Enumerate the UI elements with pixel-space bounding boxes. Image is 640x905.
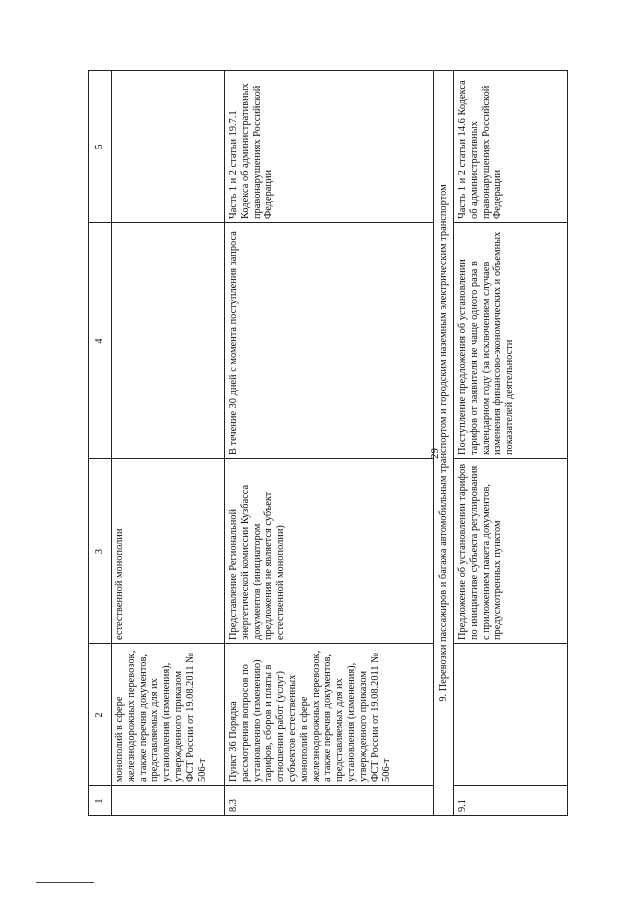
row-border	[224, 70, 225, 816]
section-9-heading: 9. Перевозки пассажиров и багажа автомобильным транспортом и городским наземным электрическим транспортом	[438, 184, 449, 702]
row-9-1-col-2	[455, 644, 567, 786]
row-9-1-number: 9.1	[457, 799, 468, 812]
header-col-2: 2	[94, 712, 105, 718]
footnote-rule	[36, 882, 94, 883]
table-border-top	[88, 70, 89, 816]
section-border	[453, 70, 454, 816]
table-border-bottom	[567, 70, 568, 816]
continuation-col-3: естественной монополии	[114, 528, 125, 640]
row-9-1-col-3: Предложение об установлении тарифов по инициативе субъекта регулирования с приложением пакета документов, предусмотренных пунктом	[457, 463, 504, 640]
continuation-col-4	[112, 223, 224, 459]
header-col-3: 3	[94, 548, 105, 555]
row-9-1-col-4: Поступление предложения об установлении тарифов от заявителя не чаще одного раза в календарном году (за исключением случаев изменения финансово-экономических и объемных показателей деятельности	[457, 231, 516, 455]
row-8-3-col-2: Пункт 36 Порядка рассмотрения вопросов по установлению (изменению) тарифов, сборов и платы в отношении работ (услуг) субъектов естественных монополий в сфере железнодорожных перевозок, а также перечня документов, представляемых для их установления (изменения), утвержденного приказом ФСТ России от 19.08.2011 № 506-т	[228, 650, 393, 782]
page-number: 29	[429, 448, 441, 459]
continuation-col-2: монополий в сфере железнодорожных перевозок, а также перечня документов, представляемых для их установления (изменения), утвержденного приказом ФСТ России от 19.08.2011 № 506-т	[114, 650, 208, 782]
row-8-3-col-5: Часть 1 и 2 статьи 19.7.1 Кодекса об административных правонарушениях Российской Федерации	[228, 83, 275, 219]
row-8-3-number: 8.3	[228, 799, 239, 812]
row-8-3-col-4: В течение 30 дней с момента поступления запроса	[228, 231, 239, 455]
header-col-4: 4	[94, 338, 105, 344]
row-8-3-col-3: Представление Региональной энергетической комиссии Кузбасса документов (инициатором предложения не является субъект естественной монополии)	[228, 484, 287, 640]
regulation-table	[88, 70, 568, 816]
header-col-5: 5	[94, 144, 105, 150]
continuation-col-5	[112, 71, 224, 223]
row-border	[433, 70, 434, 816]
header-col-1: 1	[94, 798, 105, 804]
row-9-1-col-5: Часть 1 и 2 статьи 14.6 Кодекса об административных правонарушениях Российской Федерации	[457, 80, 504, 219]
